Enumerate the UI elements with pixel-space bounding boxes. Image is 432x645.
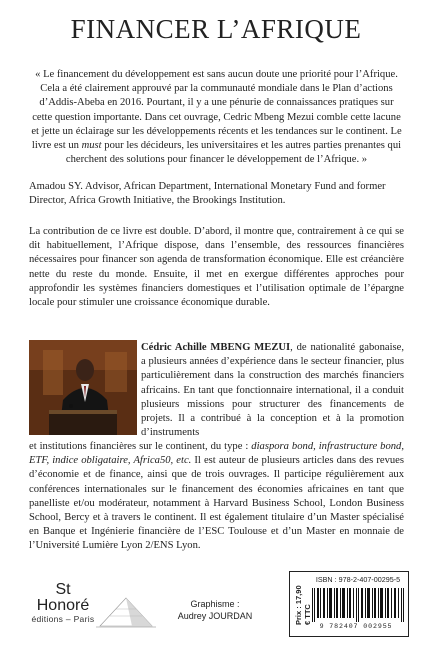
publisher-subtitle: éditions – Paris bbox=[31, 614, 95, 624]
quote-author: Amadou SY. Advisor, African Department, International Monetary Fund and former Director, Africa Growth Initiative, the Brookings Institution. bbox=[29, 181, 386, 207]
isbn-number: ISBN : 978-2-407-00295-5 bbox=[315, 575, 401, 584]
author-bio-intro-text: , de nationalité gabonaise, a plusieurs années d’expérience dans le secteur financier, plus particulièrement dans la construction des marchés financiers africains. En tant que fonctionnaire international, il a conduit plusieurs missions pour structurer des financements de projets. Il a contribué à la conception et à la promotion d’instruments bbox=[141, 342, 404, 439]
barcode-icon bbox=[312, 588, 404, 622]
barcode-number: 9 782407 002955 bbox=[319, 623, 393, 630]
author-bio-continued bbox=[29, 440, 404, 554]
publisher-logo bbox=[28, 582, 98, 626]
author-photo bbox=[29, 340, 137, 435]
price-label: Prix : 17,90 € TTC bbox=[294, 585, 312, 625]
author-photo-illustration bbox=[29, 340, 137, 435]
pyramid-icon bbox=[96, 592, 156, 630]
design-credit-label: Graphisme : bbox=[190, 599, 240, 609]
design-credit-name: Audrey JOURDAN bbox=[177, 611, 253, 621]
quote-text-1: « Le financement du développement est sans aucun doute une priorité pour l’Afrique. Cela a été clairement approuvé par la communauté mondiale dans le Plan d’actions d’Addis-Abeba en 2016. Pourtant, il y a une pénurie de connaissances pratiques sur cette question importante. Dans cet ouvrage, Cedric Mbeng Mezui comble cette lacune et jette un éclairage sur les développements récents et les tendances sur le continent. Le livre est un bbox=[31, 69, 402, 152]
author-name: Cédric Achille MBENG MEZUI bbox=[141, 342, 291, 353]
design-credit bbox=[160, 598, 270, 622]
author-bio-cont-2: Il est auteur de plusieurs articles dans des revues d’économie et de finance, ainsi que de trois ouvrages. Il participe régulièrement aux conférences internationales sur le financement des économies africaines en tant que panelliste et/ou modérateur, notamment à Harvard Business School, London Business School, Bercy et à travers le continent. Il est également titulaire d’un Master spécialisé en Banque et Ingénierie financière de l’ESC Toulouse et d’un Master en monnaie de l’Université Lumière Lyon 2/ENS Lyon. bbox=[29, 455, 404, 552]
quote-emphasis: must bbox=[81, 140, 102, 152]
quote-text-2: pour les décideurs, les universitaires et les autres parties prenantes qui cherchent des solutions pour financer le développement de l’Afrique. » bbox=[65, 140, 402, 166]
instrument-list: diaspora bond, infrastructure bond, ETF, indice obligataire, Africa50, etc. bbox=[29, 441, 404, 467]
endorsement-quote bbox=[29, 68, 404, 167]
author-bio-cont-1: et institutions financières sur le continent, du type : bbox=[29, 441, 252, 452]
book-title: FINANCER L’AFRIQUE bbox=[70, 14, 362, 44]
book-contribution: La contribution de ce livre est double. D’abord, il montre que, contrairement à ce qui se dit habituellement, l’Afrique dispose, dans l’ensemble, des ressources financières nécessaires pour financer son agenda de transformation économique. Elle est créancière nette du reste du monde. Ensuite, il met en exergue différentes approches pour approfondir les systèmes financiers domestiques et l’utilisation optimale de l’épargne locale pour stimuler une croissance économique durable. bbox=[29, 226, 404, 309]
publisher-name: St Honoré bbox=[36, 581, 90, 614]
author-bio-intro bbox=[141, 341, 404, 440]
